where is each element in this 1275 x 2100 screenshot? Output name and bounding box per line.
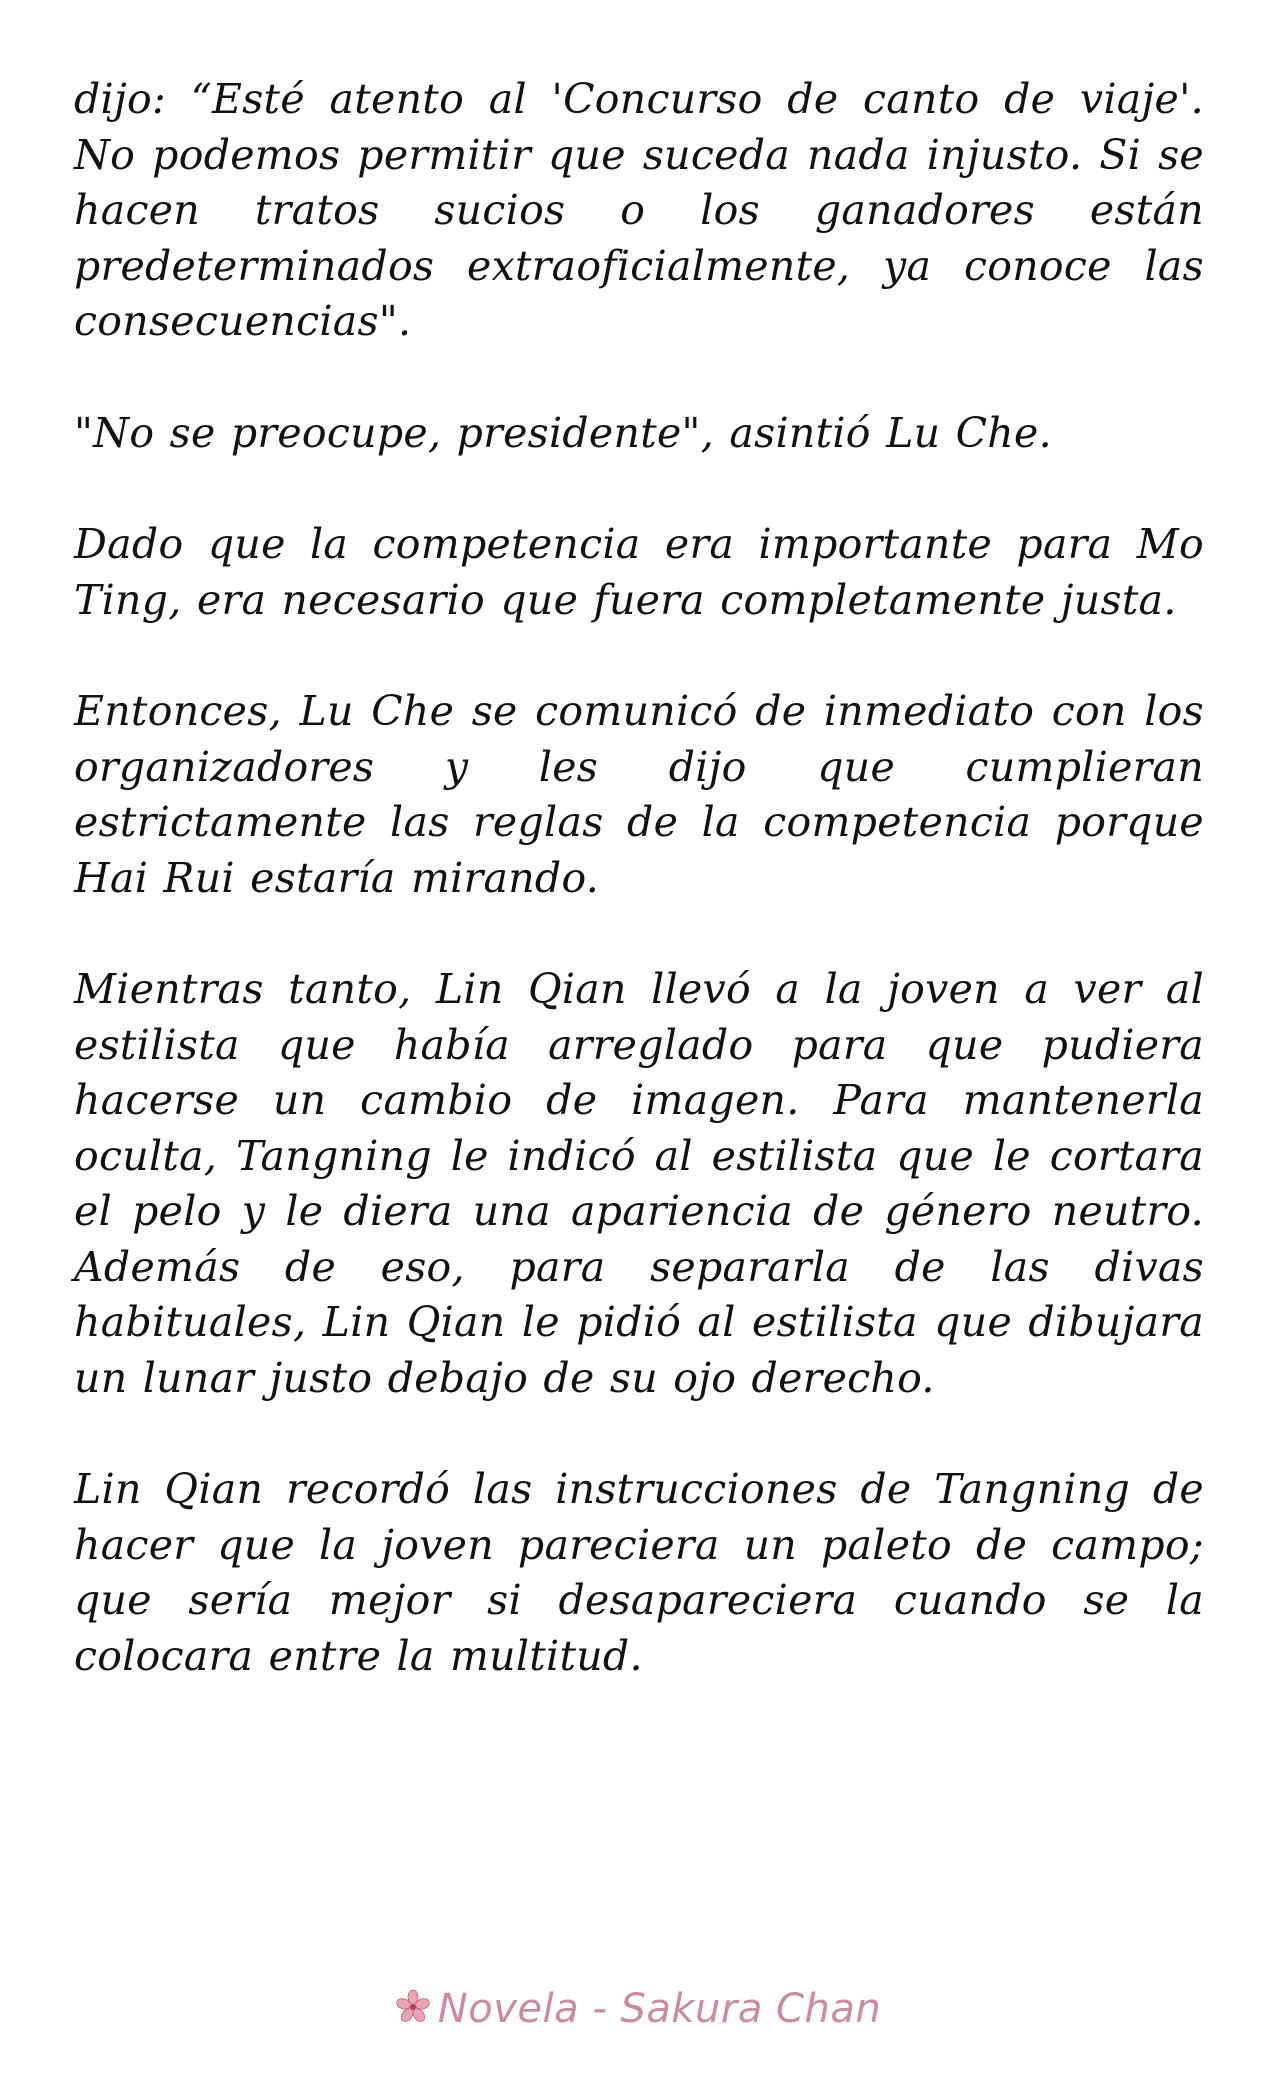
paragraph-5: Mientras tanto, Lin Qian llevó a la joven a ver al estilista que había arreglado para que pudiera hacerse un cambio de imagen. Para mantenerla oculta, Tangning le indicó al estilista que le cortara el pelo y le diera una apariencia de género neutro. Además de eso, para separarla de las divas habituales, Lin Qian le pidió al estilista que dibujara un lunar justo debajo de su ojo derecho. (74, 965, 1204, 1402)
watermark-footer (0, 1986, 1275, 2032)
document-body (74, 72, 1204, 1740)
paragraph-4: Entonces, Lu Che se comunicó de inmediato con los organizadores y les dijo que cumplieran estrictamente las reglas de la competencia porque Hai Rui estaría mirando. (74, 687, 1204, 902)
paragraph-1: dijo: “Esté atento al 'Concurso de canto de viaje'. No podemos permitir que suceda nada injusto. Si se hacen tratos sucios o los ganadores están predeterminados extraoficialmente, ya conoce las consecuencias". (74, 75, 1204, 345)
sakura-flower-icon (394, 1988, 432, 2026)
paragraph-6: Lin Qian recordó las instrucciones de Tangning de hacer que la joven pareciera un paleto de campo; que sería mejor si desapareciera cuando se la colocara entre la multitud. (74, 1465, 1204, 1680)
paragraph-3: Dado que la competencia era importante para Mo Ting, era necesario que fuera completamente justa. (74, 520, 1204, 624)
footer-text: Novela - Sakura Chan (437, 1986, 882, 2032)
paragraph-2: "No se preocupe, presidente", asintió Lu Che. (74, 408, 1052, 457)
